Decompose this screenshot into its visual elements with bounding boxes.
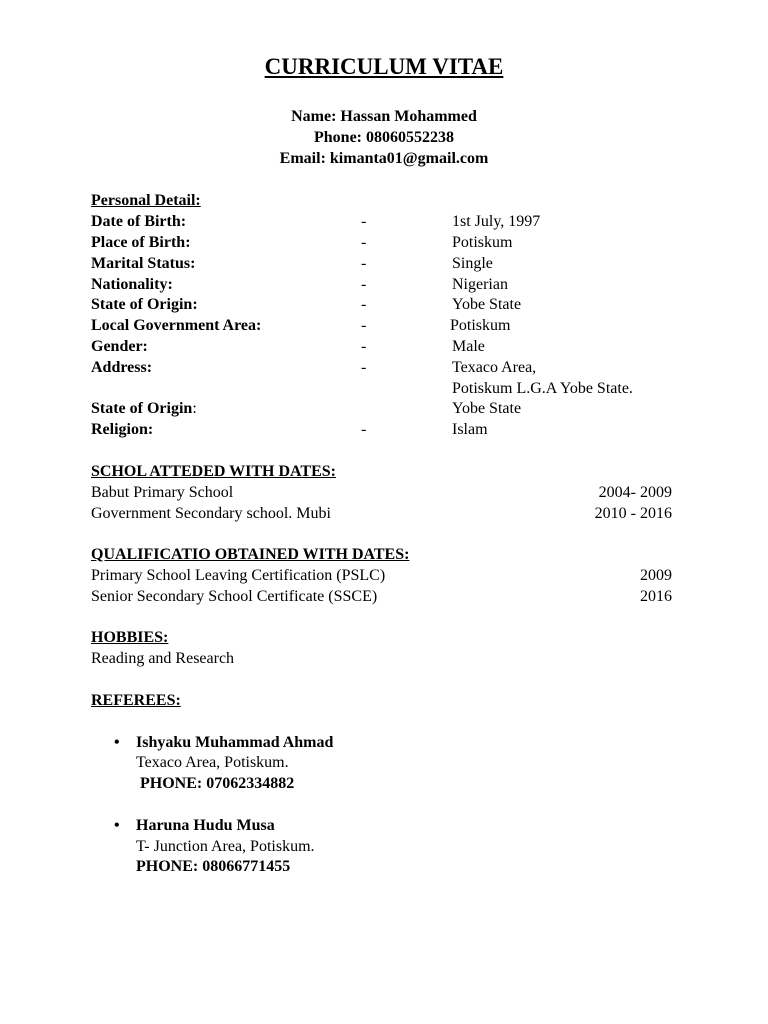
detail-label: State of Origin: bbox=[91, 296, 198, 313]
detail-row-address-line2 bbox=[0, 378, 768, 399]
detail-value: Nigerian bbox=[452, 276, 508, 293]
school-name: Government Secondary school. Mubi bbox=[91, 505, 331, 522]
detail-dash: - bbox=[361, 296, 367, 313]
hobbies-text: Reading and Research bbox=[91, 650, 235, 667]
detail-label: Nationality: bbox=[91, 276, 173, 293]
referee-bullet: • bbox=[114, 734, 120, 751]
detail-row-state-of-origin bbox=[0, 294, 768, 315]
referees-heading: REFEREES: bbox=[91, 692, 181, 709]
detail-value: Potiskum bbox=[450, 317, 511, 334]
qualification-row bbox=[0, 586, 768, 607]
detail-value: Yobe State bbox=[452, 296, 522, 313]
qualifications-heading: QUALIFICATIO OBTAINED WITH DATES: bbox=[91, 546, 410, 563]
detail-row-place-of-birth bbox=[0, 232, 768, 253]
detail-row-address bbox=[0, 357, 768, 378]
detail-label: Gender: bbox=[91, 338, 148, 355]
detail-value: Islam bbox=[452, 421, 488, 438]
referee-phone: PHONE: 07062334882 bbox=[136, 775, 295, 792]
qualification-name: Primary School Leaving Certification (PSLC) bbox=[91, 567, 386, 584]
contact-email: Email: kimanta01@gmail.com bbox=[279, 150, 489, 167]
detail-dash: - bbox=[361, 317, 367, 334]
detail-row-date-of-birth bbox=[0, 211, 768, 232]
document-title: CURRICULUM VITAE bbox=[264, 54, 504, 79]
school-name: Babut Primary School bbox=[91, 484, 234, 501]
detail-value: Single bbox=[452, 255, 493, 272]
referee-phone: PHONE: 08066771455 bbox=[136, 858, 291, 875]
detail-label: Marital Status: bbox=[91, 255, 196, 272]
detail-row-religion bbox=[0, 419, 768, 440]
detail-label: Date of Birth: bbox=[91, 213, 187, 230]
detail-label-suffix: : bbox=[192, 400, 197, 417]
detail-row-nationality bbox=[0, 274, 768, 295]
qualification-name: Senior Secondary School Certificate (SSCE) bbox=[91, 588, 378, 605]
detail-dash: - bbox=[361, 234, 367, 251]
detail-value: Potiskum L.G.A Yobe State. bbox=[452, 380, 633, 397]
schools-heading: SCHOL ATTEDED WITH DATES: bbox=[91, 463, 336, 480]
detail-dash: - bbox=[361, 276, 367, 293]
detail-dash: - bbox=[361, 338, 367, 355]
detail-value: Male bbox=[452, 338, 485, 355]
contact-name: Name: Hassan Mohammed bbox=[291, 108, 477, 125]
personal-detail-heading: Personal Detail: bbox=[91, 192, 201, 209]
detail-row-lga bbox=[0, 315, 768, 336]
detail-row-gender bbox=[0, 336, 768, 357]
detail-label: Religion: bbox=[91, 421, 154, 438]
qualification-year: 2016 bbox=[640, 588, 672, 605]
detail-row-marital-status bbox=[0, 253, 768, 274]
detail-dash: - bbox=[361, 255, 367, 272]
detail-label bbox=[91, 398, 197, 419]
detail-label: Place of Birth: bbox=[91, 234, 191, 251]
detail-row-state-of-origin-2 bbox=[0, 398, 768, 419]
detail-value: 1st July, 1997 bbox=[452, 213, 541, 230]
detail-dash: - bbox=[361, 213, 367, 230]
qualification-row bbox=[0, 565, 768, 586]
referee-name: Ishyaku Muhammad Ahmad bbox=[136, 734, 334, 751]
referee-name: Haruna Hudu Musa bbox=[136, 817, 275, 834]
detail-value: Yobe State bbox=[452, 400, 522, 417]
detail-dash: - bbox=[361, 421, 367, 438]
school-row bbox=[0, 503, 768, 524]
school-dates: 2010 - 2016 bbox=[594, 505, 672, 522]
detail-value: Texaco Area, bbox=[452, 359, 537, 376]
detail-dash: - bbox=[361, 359, 367, 376]
detail-value: Potiskum bbox=[452, 234, 513, 251]
school-dates: 2004- 2009 bbox=[598, 484, 672, 501]
school-row bbox=[0, 482, 768, 503]
detail-label-text: State of Origin bbox=[91, 400, 193, 417]
hobbies-heading: HOBBIES: bbox=[91, 629, 169, 646]
contact-phone: Phone: 08060552238 bbox=[314, 129, 454, 146]
referee-bullet: • bbox=[114, 817, 120, 834]
referee-address: T- Junction Area, Potiskum. bbox=[136, 838, 315, 855]
referee-address: Texaco Area, Potiskum. bbox=[136, 754, 289, 771]
detail-label: Address: bbox=[91, 359, 153, 376]
detail-label: Local Government Area: bbox=[91, 317, 262, 334]
qualification-year: 2009 bbox=[640, 567, 672, 584]
